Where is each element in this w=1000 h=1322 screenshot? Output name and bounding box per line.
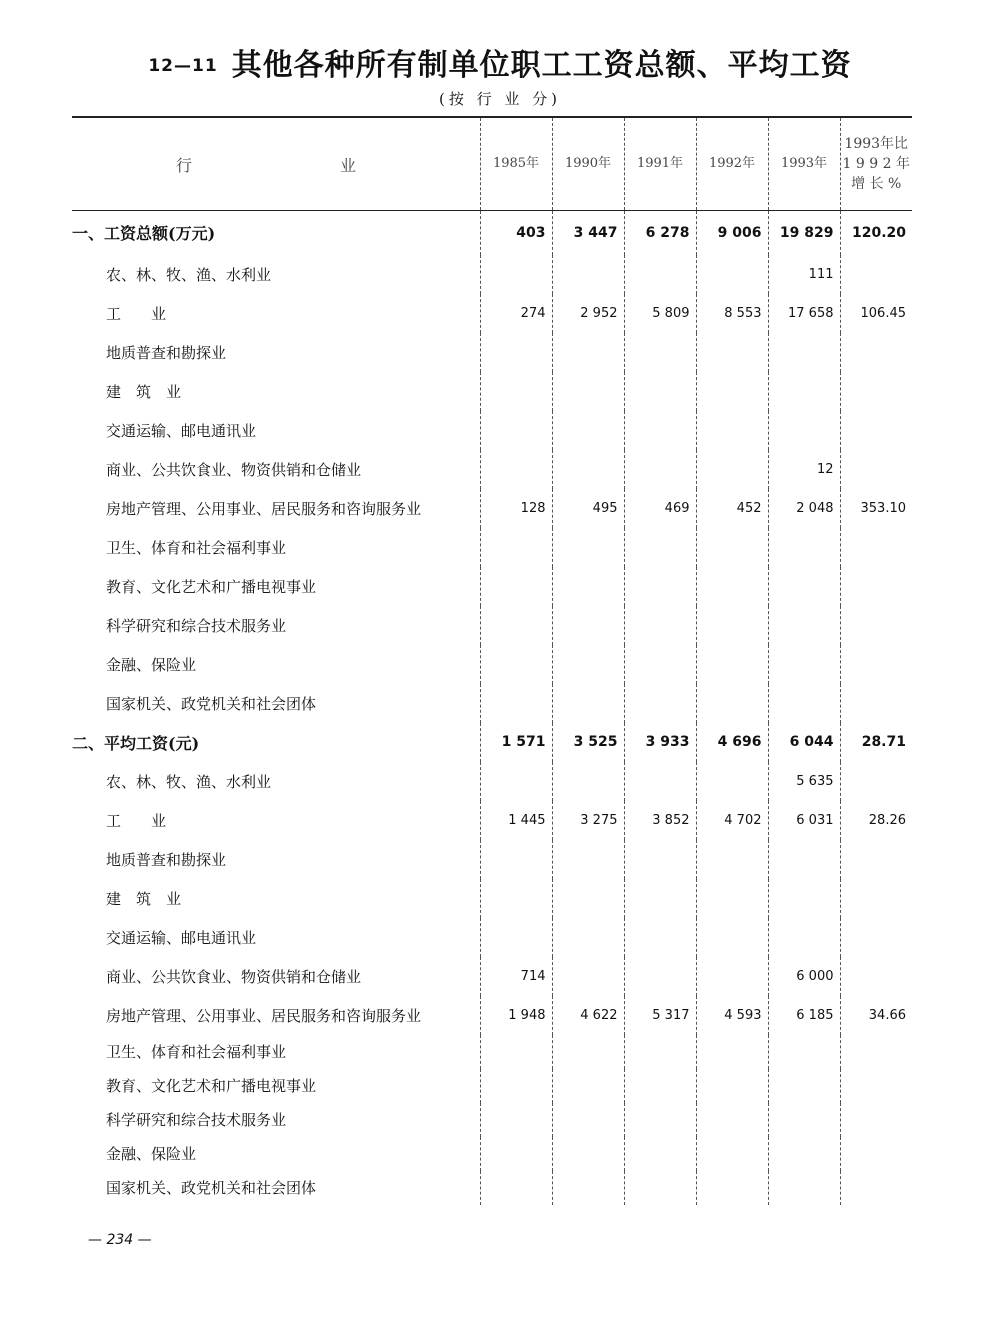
value-cell: [480, 879, 552, 918]
table-row: [72, 372, 912, 411]
value-cell: 5 317: [624, 996, 696, 1035]
value-cell: [480, 1035, 552, 1069]
value-cell: 1 571: [480, 723, 552, 762]
value-cell: 28.26: [840, 801, 912, 840]
value-cell: 6 185: [768, 996, 840, 1035]
value-cell: [696, 1171, 768, 1205]
industry-label: 金融、保险业: [106, 1145, 197, 1163]
industry-label: 卫生、体育和社会福利事业: [106, 1043, 287, 1061]
value-cell: 3 933: [624, 723, 696, 762]
table-row: [72, 294, 912, 333]
value-cell: [552, 333, 624, 372]
value-cell: 3 447: [552, 211, 624, 255]
value-cell: [624, 1137, 696, 1171]
value-cell: [840, 372, 912, 411]
value-cell: 19 829: [768, 211, 840, 255]
value-cell: [624, 1103, 696, 1137]
value-cell: [840, 762, 912, 801]
value-cell: [480, 918, 552, 957]
table-row: [72, 840, 912, 879]
table-row: [72, 411, 912, 450]
value-cell: [624, 684, 696, 723]
value-cell: 3 852: [624, 801, 696, 840]
value-cell: 120.20: [840, 211, 912, 255]
value-cell: 1 948: [480, 996, 552, 1035]
industry-label: 国家机关、政党机关和社会团体: [106, 1179, 317, 1197]
value-cell: [696, 957, 768, 996]
value-cell: [480, 567, 552, 606]
value-cell: [696, 528, 768, 567]
header-year-1990: 1990年: [552, 117, 624, 211]
industry-label: 商业、公共饮食业、物资供销和仓储业: [106, 967, 362, 986]
table-row: [72, 996, 912, 1035]
table-row: [72, 1103, 912, 1137]
value-cell: [768, 1103, 840, 1137]
value-cell: [552, 1171, 624, 1205]
value-cell: [480, 762, 552, 801]
industry-label: 交通运输、邮电通讯业: [106, 421, 257, 440]
value-cell: 128: [480, 489, 552, 528]
value-cell: [768, 840, 840, 879]
value-cell: 403: [480, 211, 552, 255]
value-cell: [696, 840, 768, 879]
title-text: 其他各种所有制单位职工工资总额、平均工资: [231, 48, 852, 83]
value-cell: [624, 957, 696, 996]
value-cell: 5 635: [768, 762, 840, 801]
value-cell: 274: [480, 294, 552, 333]
value-cell: [552, 957, 624, 996]
value-cell: 5 809: [624, 294, 696, 333]
value-cell: [624, 606, 696, 645]
value-cell: [840, 1035, 912, 1069]
value-cell: [480, 606, 552, 645]
table-row: [72, 567, 912, 606]
value-cell: [696, 1137, 768, 1171]
value-cell: [552, 372, 624, 411]
value-cell: [768, 606, 840, 645]
value-cell: [480, 1103, 552, 1137]
value-cell: [696, 684, 768, 723]
value-cell: 2 952: [552, 294, 624, 333]
value-cell: [552, 1069, 624, 1103]
value-cell: 4 593: [696, 996, 768, 1035]
industry-label: 教育、文化艺术和广播电视事业: [106, 1077, 317, 1095]
header-year-1985: 1985年: [480, 117, 552, 211]
value-cell: [768, 918, 840, 957]
value-cell: [480, 1137, 552, 1171]
industry-label: 商业、公共饮食业、物资供销和仓储业: [106, 460, 362, 479]
value-cell: [624, 1171, 696, 1205]
value-cell: [696, 255, 768, 294]
value-cell: [480, 840, 552, 879]
table-header-row: [72, 117, 912, 211]
value-cell: [840, 879, 912, 918]
industry-label: 科学研究和综合技术服务业: [106, 1111, 287, 1129]
value-cell: [552, 255, 624, 294]
value-cell: [552, 528, 624, 567]
value-cell: [768, 1171, 840, 1205]
value-cell: [480, 684, 552, 723]
value-cell: [552, 684, 624, 723]
value-cell: [768, 1137, 840, 1171]
value-cell: 106.45: [840, 294, 912, 333]
value-cell: [768, 333, 840, 372]
value-cell: 469: [624, 489, 696, 528]
value-cell: [696, 606, 768, 645]
value-cell: [840, 450, 912, 489]
value-cell: 3 525: [552, 723, 624, 762]
table-row: [72, 528, 912, 567]
value-cell: 2 048: [768, 489, 840, 528]
value-cell: [624, 372, 696, 411]
value-cell: [552, 762, 624, 801]
value-cell: 6 031: [768, 801, 840, 840]
value-cell: [624, 528, 696, 567]
section-row: [72, 723, 912, 762]
value-cell: [768, 645, 840, 684]
table-row: [72, 1137, 912, 1171]
industry-label: 卫生、体育和社会福利事业: [106, 538, 287, 557]
value-cell: [840, 1171, 912, 1205]
value-cell: [624, 762, 696, 801]
page-number: — 234 —: [88, 1232, 152, 1248]
industry-label: 金融、保险业: [106, 655, 197, 674]
value-cell: [840, 333, 912, 372]
header-year-1991: 1991年: [624, 117, 696, 211]
value-cell: 353.10: [840, 489, 912, 528]
value-cell: [624, 333, 696, 372]
table-row: [72, 255, 912, 294]
value-cell: 8 553: [696, 294, 768, 333]
industry-label: 建 筑 业: [106, 382, 182, 401]
value-cell: [624, 879, 696, 918]
value-cell: [768, 879, 840, 918]
value-cell: [624, 411, 696, 450]
value-cell: [624, 918, 696, 957]
value-cell: [840, 255, 912, 294]
value-cell: [696, 372, 768, 411]
value-cell: 6 044: [768, 723, 840, 762]
value-cell: 452: [696, 489, 768, 528]
value-cell: [768, 411, 840, 450]
value-cell: [840, 567, 912, 606]
industry-label: 农、林、牧、渔、水利业: [106, 265, 272, 284]
value-cell: [696, 1069, 768, 1103]
value-cell: [840, 1069, 912, 1103]
value-cell: [624, 645, 696, 684]
industry-label: 一、工资总额(万元): [72, 224, 216, 244]
value-cell: [768, 528, 840, 567]
value-cell: [768, 1069, 840, 1103]
value-cell: 34.66: [840, 996, 912, 1035]
value-cell: [480, 255, 552, 294]
value-cell: 12: [768, 450, 840, 489]
value-cell: [480, 1069, 552, 1103]
value-cell: [624, 450, 696, 489]
value-cell: [840, 645, 912, 684]
value-cell: [552, 606, 624, 645]
header-year-1993: 1993年: [768, 117, 840, 211]
value-cell: [840, 606, 912, 645]
value-cell: [480, 645, 552, 684]
value-cell: 28.71: [840, 723, 912, 762]
value-cell: [696, 567, 768, 606]
value-cell: [696, 1035, 768, 1069]
value-cell: [840, 918, 912, 957]
value-cell: [480, 528, 552, 567]
value-cell: [552, 879, 624, 918]
table-row: [72, 879, 912, 918]
industry-label: 二、平均工资(元): [72, 733, 200, 753]
value-cell: [696, 645, 768, 684]
table-row: [72, 1069, 912, 1103]
value-cell: [480, 411, 552, 450]
section-row: [72, 211, 912, 255]
value-cell: 3 275: [552, 801, 624, 840]
value-cell: [552, 645, 624, 684]
value-cell: [480, 450, 552, 489]
value-cell: [768, 684, 840, 723]
industry-label: 农、林、牧、渔、水利业: [106, 772, 272, 791]
value-cell: [840, 1103, 912, 1137]
value-cell: 4 622: [552, 996, 624, 1035]
table-row: [72, 333, 912, 372]
table-row: [72, 762, 912, 801]
value-cell: [696, 450, 768, 489]
table-row: [72, 957, 912, 996]
value-cell: [624, 567, 696, 606]
value-cell: [696, 918, 768, 957]
value-cell: [480, 333, 552, 372]
header-growth: 1993年比 1 9 9 2 年 增 长 %: [840, 117, 912, 211]
value-cell: [552, 1103, 624, 1137]
value-cell: 4 696: [696, 723, 768, 762]
table-row: [72, 606, 912, 645]
value-cell: [696, 1103, 768, 1137]
value-cell: [840, 1137, 912, 1171]
wage-table: [72, 116, 912, 1205]
table-body: [72, 211, 912, 1205]
value-cell: [840, 528, 912, 567]
value-cell: [480, 1171, 552, 1205]
value-cell: 6 000: [768, 957, 840, 996]
value-cell: [840, 840, 912, 879]
value-cell: [480, 372, 552, 411]
value-cell: [840, 411, 912, 450]
value-cell: [552, 918, 624, 957]
page-subtitle: (按 行 业 分): [438, 90, 561, 108]
value-cell: 9 006: [696, 211, 768, 255]
value-cell: [552, 411, 624, 450]
industry-label: 地质普查和勘探业: [106, 850, 227, 869]
value-cell: 495: [552, 489, 624, 528]
table-row: [72, 489, 912, 528]
industry-label: 房地产管理、公用事业、居民服务和咨询服务业: [106, 1006, 422, 1025]
table-row: [72, 450, 912, 489]
value-cell: 17 658: [768, 294, 840, 333]
value-cell: [624, 1035, 696, 1069]
value-cell: [696, 333, 768, 372]
table-row: [72, 1035, 912, 1069]
value-cell: [768, 372, 840, 411]
industry-label: 地质普查和勘探业: [106, 343, 227, 362]
industry-label: 交通运输、邮电通讯业: [106, 928, 257, 947]
industry-label: 建 筑 业: [106, 889, 182, 908]
value-cell: [624, 255, 696, 294]
value-cell: [624, 840, 696, 879]
table-code: 12—11: [148, 56, 218, 76]
value-cell: [840, 957, 912, 996]
header-year-1992: 1992年: [696, 117, 768, 211]
value-cell: [552, 567, 624, 606]
industry-label: 科学研究和综合技术服务业: [106, 616, 287, 635]
table-row: [72, 645, 912, 684]
industry-label: 国家机关、政党机关和社会团体: [106, 694, 317, 713]
value-cell: [840, 684, 912, 723]
industry-label: 房地产管理、公用事业、居民服务和咨询服务业: [106, 499, 422, 518]
value-cell: [552, 840, 624, 879]
table-row: [72, 684, 912, 723]
table-row: [72, 918, 912, 957]
page-title: [0, 40, 1000, 84]
value-cell: [768, 1035, 840, 1069]
industry-label: 工 业: [106, 811, 167, 830]
value-cell: 714: [480, 957, 552, 996]
value-cell: [552, 1137, 624, 1171]
table-row: [72, 801, 912, 840]
header-industry: 行 业: [72, 117, 480, 211]
value-cell: [696, 762, 768, 801]
table-row: [72, 1171, 912, 1205]
industry-label: 教育、文化艺术和广播电视事业: [106, 577, 317, 596]
value-cell: [624, 1069, 696, 1103]
value-cell: [552, 450, 624, 489]
value-cell: [696, 411, 768, 450]
value-cell: 6 278: [624, 211, 696, 255]
value-cell: [768, 567, 840, 606]
value-cell: [552, 1035, 624, 1069]
value-cell: [696, 879, 768, 918]
industry-label: 工 业: [106, 304, 167, 323]
value-cell: 4 702: [696, 801, 768, 840]
value-cell: 111: [768, 255, 840, 294]
value-cell: 1 445: [480, 801, 552, 840]
